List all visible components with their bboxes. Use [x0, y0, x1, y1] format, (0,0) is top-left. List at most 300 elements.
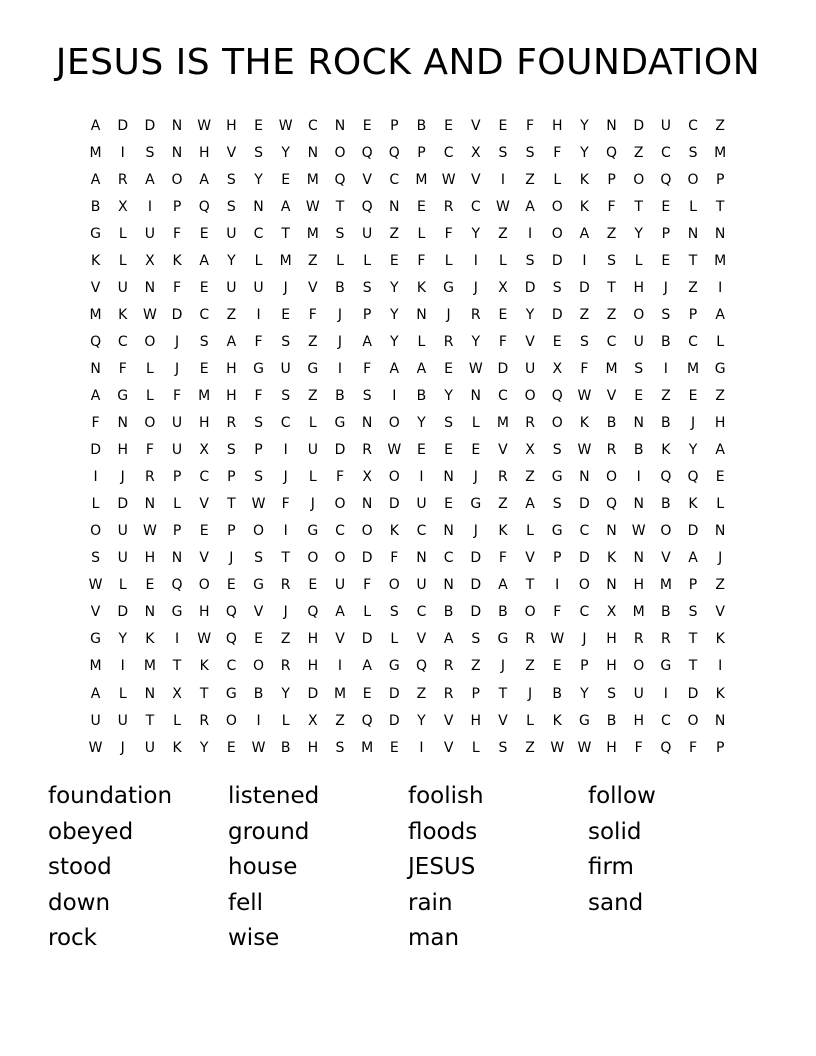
grid-letter: M	[632, 604, 645, 621]
grid-letter: S	[661, 306, 671, 323]
grid-letter: A	[90, 171, 101, 188]
grid-letter: E	[417, 442, 426, 459]
grid-letter: E	[199, 279, 209, 296]
grid-letter: F	[254, 387, 263, 404]
grid-letter: B	[335, 279, 345, 296]
grid-letter: F	[417, 252, 426, 269]
grid-letter: X	[145, 252, 155, 269]
grid-letter: A	[525, 198, 535, 215]
grid-letter: J	[718, 550, 723, 567]
grid-letter: Z	[606, 306, 617, 323]
grid-letter: B	[280, 739, 291, 756]
grid-letter: K	[416, 279, 427, 296]
grid-letter: Y	[417, 415, 426, 432]
grid-letter: B	[661, 333, 671, 350]
grid-letter: L	[145, 387, 154, 404]
grid-letter: N	[117, 415, 128, 432]
grid-letter: I	[120, 658, 125, 675]
grid-letter: S	[91, 550, 101, 567]
grid-letter: K	[118, 306, 128, 323]
grid-letter: S	[607, 685, 616, 702]
grid-letter: B	[606, 415, 617, 432]
grid-letter: O	[144, 415, 156, 432]
grid-letter: I	[555, 577, 560, 594]
grid-letter: Z	[389, 225, 400, 242]
grid-letter: S	[552, 496, 562, 513]
grid-letter: W	[387, 442, 402, 459]
grid-letter: J	[229, 550, 234, 567]
grid-letter: A	[226, 333, 237, 350]
grid-letter: P	[172, 523, 182, 540]
grid-letter: U	[660, 117, 671, 134]
grid-letter: C	[307, 117, 318, 134]
grid-letter: U	[171, 415, 183, 432]
grid-letter: R	[443, 198, 454, 215]
word-list	[48, 780, 788, 958]
grid-letter: B	[552, 685, 563, 702]
grid-letter: N	[470, 387, 481, 404]
grid-letter: S	[335, 739, 345, 756]
grid-letter: M	[605, 360, 618, 377]
grid-letter: N	[687, 225, 699, 242]
grid-letter: R	[117, 171, 128, 188]
grid-letter: D	[579, 279, 590, 296]
word-list-column	[588, 780, 768, 958]
grid-letter: A	[90, 387, 101, 404]
grid-letter: N	[606, 117, 617, 134]
grid-letter: I	[419, 739, 424, 756]
grid-letter: Q	[415, 658, 427, 675]
grid-letter: U	[144, 225, 156, 242]
grid-letter: B	[416, 387, 427, 404]
grid-letter: L	[716, 496, 725, 513]
grid-letter: S	[362, 387, 372, 404]
grid-letter: A	[498, 577, 508, 594]
grid-letter: A	[90, 117, 101, 134]
grid-letter: N	[361, 415, 373, 432]
grid-letter: E	[498, 306, 508, 323]
grid-letter: P	[471, 685, 480, 702]
grid-letter: O	[551, 198, 563, 215]
grid-row	[82, 626, 734, 653]
grid-letter: Z	[226, 306, 237, 323]
grid-letter: W	[142, 306, 157, 323]
grid-letter: K	[579, 415, 589, 432]
word-list-column	[48, 780, 228, 958]
grid-letter: Q	[551, 387, 563, 404]
grid-letter: I	[256, 712, 261, 729]
grid-letter: U	[416, 577, 427, 594]
grid-letter: W	[197, 117, 212, 134]
grid-letter: S	[579, 333, 589, 350]
grid-letter: I	[663, 360, 668, 377]
grid-letter: O	[388, 577, 400, 594]
grid-letter: L	[173, 712, 181, 729]
word-list-item: solid	[588, 818, 642, 845]
grid-letter: V	[335, 631, 345, 648]
grid-letter: P	[227, 523, 236, 540]
grid-letter: V	[498, 442, 508, 459]
grid-letter: Z	[308, 333, 318, 350]
grid-row	[82, 599, 734, 626]
grid-letter: U	[416, 496, 427, 513]
grid-letter: L	[363, 604, 372, 621]
grid-letter: C	[688, 117, 698, 134]
grid-letter: F	[91, 415, 100, 432]
grid-row	[82, 734, 734, 761]
grid-letter: D	[361, 631, 373, 648]
grid-letter: Z	[525, 469, 535, 486]
grid-letter: E	[498, 117, 508, 134]
grid-letter: W	[550, 739, 565, 756]
grid-letter: U	[171, 442, 183, 459]
grid-letter: H	[633, 712, 644, 729]
grid-letter: H	[307, 739, 319, 756]
grid-letter: T	[607, 279, 616, 296]
grid-letter: L	[634, 252, 643, 269]
grid-letter: V	[470, 171, 481, 188]
grid-letter: M	[306, 171, 319, 188]
grid-letter: N	[714, 712, 726, 729]
grid-letter: N	[416, 306, 427, 323]
grid-letter: M	[659, 577, 672, 594]
word-list-item: house	[228, 854, 298, 880]
grid-letter: Q	[361, 198, 373, 215]
grid-letter: V	[715, 604, 725, 621]
grid-letter: T	[688, 658, 698, 675]
grid-letter: F	[444, 225, 453, 242]
grid-letter: G	[253, 360, 264, 377]
grid-row	[82, 139, 734, 166]
grid-letter: R	[525, 415, 535, 432]
grid-letter: L	[173, 496, 181, 513]
grid-letter: N	[443, 523, 454, 540]
grid-letter: G	[578, 712, 590, 729]
grid-letter: J	[528, 685, 533, 702]
grid-letter: S	[254, 469, 263, 486]
grid-letter: C	[443, 550, 454, 567]
grid-letter: A	[199, 252, 209, 269]
grid-letter: T	[281, 225, 290, 242]
grid-letter: T	[715, 198, 725, 215]
grid-letter: E	[199, 225, 209, 242]
grid-letter: U	[117, 712, 128, 729]
grid-letter: I	[337, 658, 343, 675]
grid-letter: S	[444, 415, 454, 432]
grid-letter: Z	[715, 577, 725, 594]
grid-letter: N	[714, 523, 726, 540]
grid-letter: E	[199, 360, 209, 377]
grid-row	[82, 328, 734, 355]
grid-letter: P	[688, 306, 698, 323]
grid-letter: Y	[254, 171, 263, 188]
grid-letter: N	[579, 469, 590, 486]
grid-letter: T	[335, 198, 345, 215]
grid-letter: D	[687, 685, 699, 702]
grid-letter: N	[633, 496, 644, 513]
grid-letter: D	[361, 550, 373, 567]
grid-letter: I	[392, 387, 397, 404]
grid-letter: S	[254, 550, 263, 567]
grid-letter: U	[226, 279, 237, 296]
grid-letter: E	[552, 658, 562, 675]
grid-letter: S	[552, 442, 562, 459]
grid-letter: Z	[633, 144, 644, 161]
grid-letter: I	[500, 171, 505, 188]
grid-letter: C	[660, 144, 671, 161]
grid-letter: E	[362, 685, 372, 702]
grid-letter: N	[443, 577, 454, 594]
grid-letter: L	[390, 631, 399, 648]
grid-letter: W	[577, 739, 592, 756]
grid-letter: W	[278, 117, 293, 134]
grid-letter: P	[417, 144, 426, 161]
word-list-item: down	[48, 889, 111, 916]
grid-letter: E	[281, 171, 291, 188]
grid-letter: N	[606, 523, 617, 540]
grid-letter: B	[606, 712, 617, 729]
grid-letter: R	[199, 712, 210, 729]
grid-letter: Y	[580, 685, 589, 702]
grid-letter: H	[633, 279, 644, 296]
grid-letter: Q	[334, 171, 346, 188]
grid-letter: R	[145, 469, 155, 486]
grid-letter: O	[687, 712, 699, 729]
grid-letter: K	[579, 198, 589, 215]
grid-letter: H	[198, 604, 210, 621]
grid-letter: A	[416, 360, 427, 377]
grid-letter: N	[443, 469, 454, 486]
grid-letter: V	[525, 550, 535, 567]
grid-letter: O	[660, 523, 672, 540]
grid-letter: Z	[579, 306, 590, 323]
grid-letter: O	[198, 577, 210, 594]
grid-letter: O	[334, 550, 346, 567]
grid-letter: I	[337, 360, 343, 377]
grid-letter: L	[471, 415, 480, 432]
grid-letter: S	[389, 604, 399, 621]
grid-letter: O	[388, 469, 400, 486]
grid-letter: J	[337, 306, 343, 323]
grid-letter: P	[688, 577, 698, 594]
grid-letter: J	[582, 631, 587, 648]
grid-letter: T	[281, 550, 290, 567]
grid-letter: C	[226, 658, 237, 675]
grid-letter: E	[145, 577, 155, 594]
grid-letter: Q	[198, 198, 210, 215]
grid-letter: V	[661, 550, 671, 567]
grid-letter: L	[444, 252, 453, 269]
grid-letter: Z	[525, 658, 535, 675]
grid-letter: U	[524, 360, 536, 377]
grid-letter: S	[254, 144, 263, 161]
grid-letter: O	[633, 658, 645, 675]
grid-letter: Z	[525, 739, 535, 756]
grid-letter: F	[553, 604, 562, 621]
grid-letter: Q	[660, 739, 672, 756]
grid-letter: D	[388, 496, 400, 513]
grid-letter: Y	[580, 144, 589, 161]
grid-letter: F	[498, 333, 507, 350]
grid-letter: T	[227, 496, 236, 513]
grid-letter: C	[498, 387, 508, 404]
grid-letter: M	[415, 171, 428, 188]
grid-letter: G	[660, 658, 672, 675]
grid-letter: L	[254, 252, 263, 269]
grid-letter: V	[416, 631, 427, 648]
grid-letter: T	[172, 658, 182, 675]
grid-letter: P	[172, 469, 182, 486]
grid-letter: F	[335, 469, 345, 486]
grid-letter: R	[660, 631, 671, 648]
grid-letter: O	[253, 658, 265, 675]
grid-letter: P	[715, 739, 725, 756]
grid-row	[82, 193, 734, 220]
grid-letter: D	[117, 604, 129, 621]
grid-letter: N	[334, 117, 346, 134]
grid-row	[82, 680, 734, 707]
grid-letter: S	[688, 604, 698, 621]
letter-grid	[82, 112, 734, 761]
grid-letter: D	[144, 117, 156, 134]
grid-letter: Y	[525, 306, 535, 323]
grid-letter: V	[470, 117, 481, 134]
grid-letter: S	[525, 144, 535, 161]
grid-letter: G	[307, 523, 319, 540]
grid-letter: F	[580, 360, 589, 377]
grid-letter: X	[525, 442, 535, 459]
grid-letter: F	[688, 739, 698, 756]
grid-letter: I	[663, 685, 668, 702]
grid-letter: K	[389, 523, 399, 540]
grid-letter: H	[606, 658, 617, 675]
grid-letter: D	[687, 523, 699, 540]
grid-letter: J	[310, 496, 315, 513]
grid-letter: U	[334, 577, 346, 594]
grid-letter: D	[388, 712, 400, 729]
word-list-item: man	[408, 925, 460, 951]
grid-letter: B	[661, 415, 671, 432]
grid-letter: H	[307, 631, 319, 648]
grid-letter: W	[468, 360, 483, 377]
grid-letter: D	[470, 604, 482, 621]
grid-letter: T	[688, 631, 698, 648]
grid-letter: Q	[171, 577, 183, 594]
grid-letter: X	[117, 198, 128, 215]
grid-letter: Q	[307, 604, 319, 621]
word-list-item: sand	[588, 889, 644, 916]
grid-letter: K	[172, 252, 182, 269]
grid-letter: N	[606, 577, 617, 594]
word-list-item: foolish	[408, 783, 484, 809]
grid-row	[82, 247, 734, 274]
grid-letter: L	[281, 712, 290, 729]
grid-letter: S	[254, 415, 263, 432]
grid-letter: Y	[227, 252, 236, 269]
grid-letter: E	[199, 523, 209, 540]
grid-letter: M	[143, 658, 156, 675]
grid-letter: A	[362, 658, 372, 675]
grid-letter: A	[688, 550, 698, 567]
grid-letter: Z	[715, 387, 725, 404]
grid-letter: B	[661, 496, 671, 513]
grid-letter: E	[254, 117, 263, 134]
grid-letter: Z	[416, 685, 427, 702]
grid-letter: R	[280, 577, 291, 594]
grid-letter: C	[199, 306, 210, 323]
grid-letter: M	[306, 225, 319, 242]
grid-letter: O	[225, 712, 237, 729]
grid-letter: B	[90, 198, 101, 215]
grid-row	[82, 707, 734, 734]
grid-letter: V	[90, 604, 101, 621]
grid-letter: O	[307, 550, 319, 567]
grid-letter: S	[226, 442, 236, 459]
grid-letter: W	[142, 523, 157, 540]
grid-letter: G	[171, 604, 183, 621]
grid-letter: N	[714, 225, 726, 242]
grid-letter: S	[525, 252, 535, 269]
grid-letter: F	[308, 306, 317, 323]
grid-letter: H	[551, 117, 563, 134]
grid-letter: X	[498, 279, 508, 296]
grid-letter: O	[90, 523, 102, 540]
grid-letter: B	[335, 387, 345, 404]
grid-letter: N	[90, 360, 101, 377]
grid-row	[82, 301, 734, 328]
grid-letter: X	[362, 469, 372, 486]
grid-letter: E	[281, 306, 291, 323]
grid-letter: K	[90, 252, 101, 269]
grid-letter: B	[661, 604, 671, 621]
grid-letter: H	[198, 144, 210, 161]
grid-letter: Q	[687, 469, 699, 486]
grid-letter: Z	[335, 712, 345, 729]
grid-letter: E	[634, 387, 644, 404]
grid-letter: D	[117, 117, 129, 134]
grid-letter: Q	[660, 171, 672, 188]
grid-letter: A	[145, 171, 155, 188]
grid-letter: I	[582, 252, 587, 269]
grid-letter: A	[715, 306, 725, 323]
grid-letter: Y	[634, 225, 643, 242]
grid-letter: F	[145, 442, 154, 459]
grid-letter: S	[498, 739, 508, 756]
grid-letter: L	[145, 360, 154, 377]
grid-letter: L	[526, 523, 534, 540]
grid-letter: S	[552, 279, 562, 296]
grid-letter: G	[117, 387, 129, 404]
grid-letter: I	[283, 442, 288, 459]
grid-letter: D	[470, 577, 482, 594]
grid-letter: S	[226, 171, 236, 188]
grid-letter: A	[389, 360, 400, 377]
grid-letter: D	[551, 252, 563, 269]
grid-letter: M	[714, 252, 727, 269]
grid-letter: F	[118, 360, 127, 377]
puzzle-title: JESUS IS THE ROCK AND FOUNDATION	[55, 42, 761, 83]
grid-letter: Q	[660, 469, 672, 486]
grid-letter: V	[498, 712, 508, 729]
grid-letter: N	[144, 496, 156, 513]
grid-letter: G	[334, 415, 346, 432]
grid-row	[82, 274, 734, 301]
grid-letter: K	[661, 442, 671, 459]
grid-letter: Y	[580, 117, 589, 134]
word-list-item: rock	[48, 925, 97, 951]
grid-letter: R	[633, 631, 644, 648]
grid-letter: H	[606, 739, 617, 756]
